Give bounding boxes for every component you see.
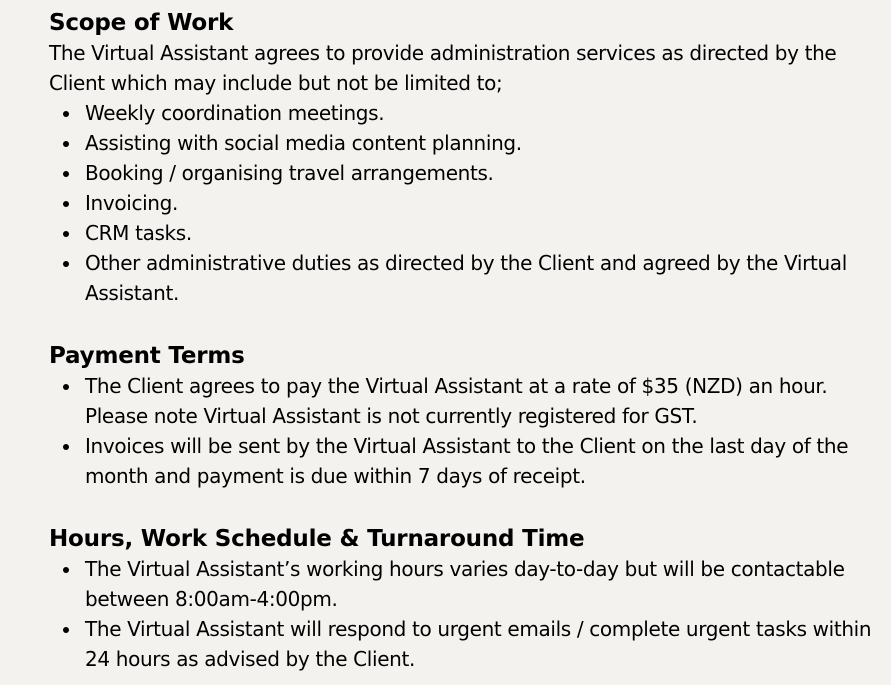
section-spacer — [49, 308, 879, 341]
section-payment-terms — [49, 341, 879, 491]
section-title: Payment Terms — [49, 343, 245, 369]
section-spacer — [49, 491, 879, 524]
bullet-list — [49, 98, 879, 308]
list-item: The Virtual Assistant’s working hours varies day-to-day but will be contactable between 8:00am-4:00pm. — [85, 554, 879, 614]
list-item: Invoicing. — [85, 188, 879, 218]
list-item: Booking / organising travel arrangements. — [85, 158, 879, 188]
section-intro: The Virtual Assistant agrees to provide administration services as directed by the Client which may include but not be limited to; — [49, 41, 837, 95]
list-item: The Virtual Assistant will respond to urgent emails / complete urgent tasks within 24 hours as advised by the Client. — [85, 614, 879, 674]
section-scope-of-work — [49, 8, 879, 308]
section-title: Scope of Work — [49, 10, 234, 36]
list-item: Weekly coordination meetings. — [85, 98, 879, 128]
section-title: Hours, Work Schedule & Turnaround Time — [49, 526, 585, 552]
bullet-list — [49, 371, 879, 491]
list-item: The Client agrees to pay the Virtual Assistant at a rate of $35 (NZD) an hour. Please note Virtual Assistant is not currently registered for GST. — [85, 371, 879, 431]
list-item: Other administrative duties as directed by the Client and agreed by the Virtual Assistant. — [85, 248, 879, 308]
section-hours-work-schedule — [49, 524, 879, 674]
list-item: Invoices will be sent by the Virtual Assistant to the Client on the last day of the month and payment is due within 7 days of receipt. — [85, 431, 879, 491]
list-item: CRM tasks. — [85, 218, 879, 248]
bullet-list — [49, 554, 879, 674]
list-item: Assisting with social media content planning. — [85, 128, 879, 158]
